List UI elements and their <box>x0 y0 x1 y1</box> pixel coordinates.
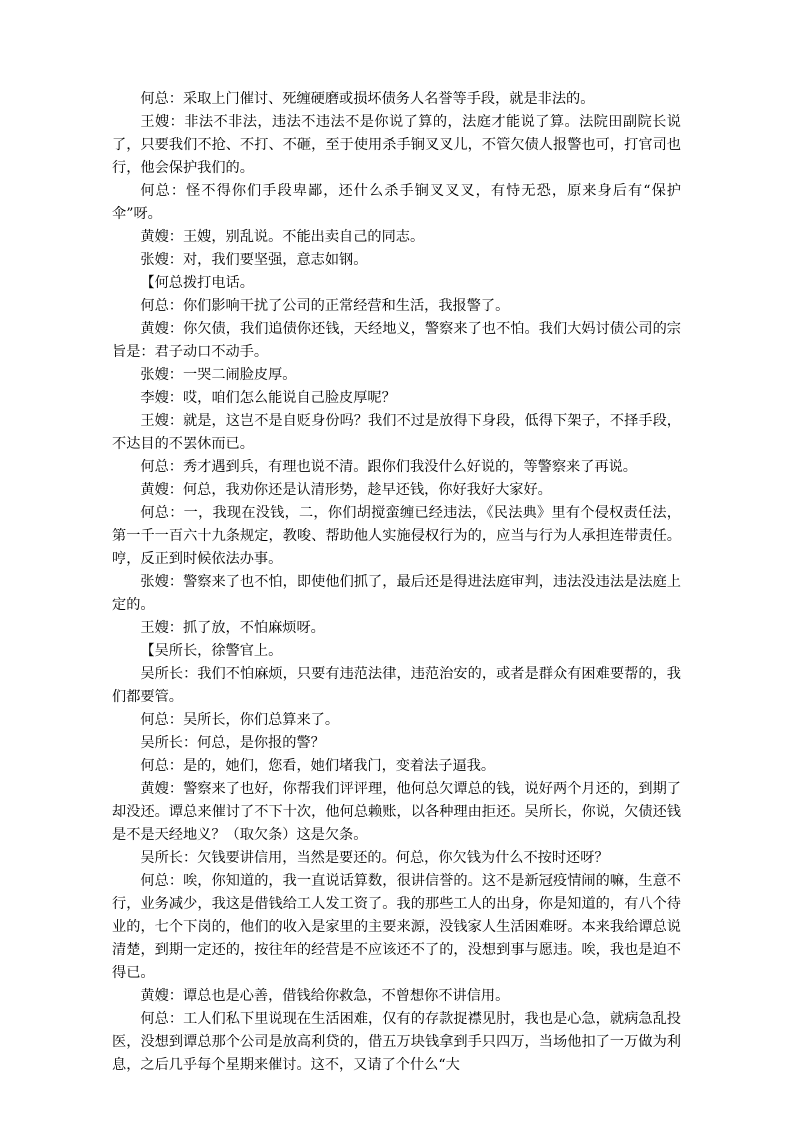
paragraph: 黄嫂：你欠债，我们追债你还钱，天经地义，警察来了也不怕。我们大妈讨债公司的宗旨是：君子动口不动手。 <box>112 321 681 360</box>
paragraph: 黄嫂：谭总也是心善，借钱给你救急，不曾想你不讲信用。 <box>140 988 510 1004</box>
paragraph: 黄嫂：警察来了也好，你帮我们评评理，他何总欠谭总的钱，说好两个月还的，到期了却没还。谭总来催讨了不下十次，他何总赖账，以各种理由拒还。吴所长，你说，欠债还钱是不是天经地义？（取欠条）这是欠条。 <box>112 781 681 843</box>
paragraph: 【何总拨打电话。 <box>140 275 254 291</box>
paragraph: 何总：秀才遇到兵，有理也说不清。跟你们我没什么好说的，等警察来了再说。 <box>140 459 637 475</box>
paragraph: 何总：怪不得你们手段卑鄙，还什么杀手锏叉叉叉，有恃无恐，原来身后有“保护伞”呀。 <box>112 183 681 222</box>
paragraph: 王嫂：抓了放，不怕麻烦呀。 <box>140 620 325 636</box>
paragraph: 张嫂：警察来了也不怕，即使他们抓了，最后还是得进法庭审判，违法没违法是法庭上定的。 <box>112 574 681 613</box>
paragraph: 何总：工人们私下里说现在生活困难，仅有的存款捉襟见肘，我也是心急，就病急乱投医，没想到谭总那个公司是放高利贷的，借五万块钱拿到手只四万，当场他扣了一万做为利息，之后几乎每个星期来催讨。这不，又请了个什么“大 <box>112 1011 681 1073</box>
paragraph: 吴所长：欠钱要讲信用，当然是要还的。何总，你欠钱为什么不按时还呀？ <box>140 850 609 866</box>
paragraph: 吴所长：我们不怕麻烦，只要有违范法律，违范治安的，或者是群众有困难要帮的，我们都要管。 <box>112 666 681 705</box>
paragraph: 何总：一，我现在没钱，二，你们胡搅蛮缠已经违法，《民法典》里有个侵权责任法，第一千一百六十九条规定，教唆、帮助他人实施侵权行为的，应当与行为人承担连带责任。哼，反正到时候依法办事。 <box>112 505 681 567</box>
paragraph: 黄嫂：王嫂，别乱说。不能出卖自己的同志。 <box>140 229 425 245</box>
paragraph: 王嫂：就是，这岂不是自贬身份吗？我们不过是放得下身段，低得下架子，不择手段，不达目的不罢休而已。 <box>112 413 681 452</box>
paragraph: 何总：是的，她们，您看，她们堵我门，变着法子逼我。 <box>140 758 496 774</box>
paragraph: 吴所长：何总，是你报的警？ <box>140 735 325 751</box>
paragraph: 何总：吴所长，你们总算来了。 <box>140 712 340 728</box>
paragraph: 王嫂：非法不非法，违法不违法不是你说了算的，法庭才能说了算。法院田副院长说了，只要我们不抢、不打、不砸，至于使用杀手锏叉叉儿，不管欠债人报警也可，打官司也行，他会保护我们的。 <box>112 114 681 176</box>
document-body <box>112 88 681 1077</box>
paragraph: 张嫂：对，我们要坚强，意志如钢。 <box>140 252 368 268</box>
paragraph: 何总：采取上门催讨、死缠硬磨或损坏债务人名誉等手段，就是非法的。 <box>140 91 595 107</box>
paragraph: 黄嫂：何总，我劝你还是认清形势，趁早还钱，你好我好大家好。 <box>140 482 552 498</box>
paragraph: 李嫂：哎，咱们怎么能说自己脸皮厚呢？ <box>140 390 396 406</box>
paragraph: 【吴所长，徐警官上。 <box>140 643 283 659</box>
paragraph: 何总：你们影响干扰了公司的正常经营和生活，我报警了。 <box>140 298 510 314</box>
paragraph: 何总：唉，你知道的，我一直说话算数，很讲信誉的。这不是新冠疫情闹的嘛，生意不行，业务减少，我这是借钱给工人发工资了。我的那些工人的出身，你是知道的，有八个待业的，七个下岗的，他们的收入是家里的主要来源，没钱家人生活困难呀。本来我给谭总说清楚，到期一定还的，按往年的经营是不应该还不了的，没想到事与愿违。唉，我也是迫不得已。 <box>112 873 681 981</box>
paragraph: 张嫂：一哭二闹脸皮厚。 <box>140 367 297 383</box>
